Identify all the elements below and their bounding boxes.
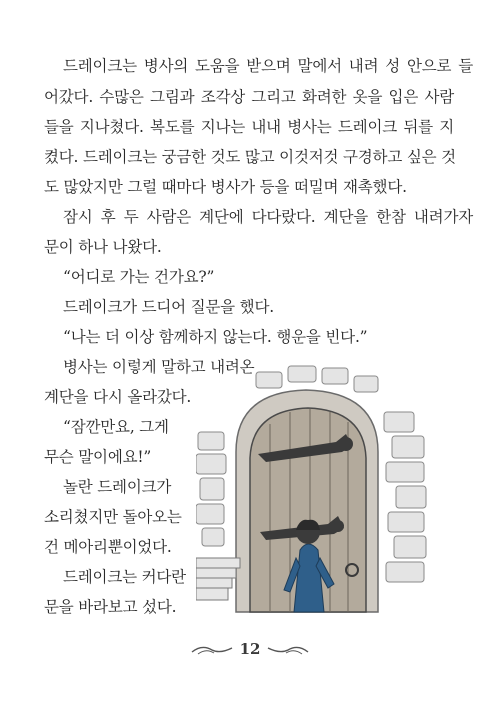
text-line: 무슨 말이에요!” [44,448,152,466]
text-line: 건 메아리뿐이었다. [44,538,172,556]
text-line: 병사는 이렇게 말하고 내려온 [63,358,255,376]
text-line: 들을 지나쳤다. 복도를 지나는 내내 병사는 드레이크 뒤를 지 [44,118,454,136]
page-footer [0,634,500,664]
door-illustration [196,362,428,624]
page-number: 12 [239,640,261,658]
text-line: 드레이크는 커다란 [63,568,186,586]
text-line: 계단을 다시 올라갔다. [44,388,192,406]
stairs [196,558,240,600]
text-line: 소리쳤지만 돌아오는 [44,508,182,526]
text-line: “잠깐만요, 그게 [63,418,169,436]
text-line: 놀란 드레이크가 [63,478,172,496]
text-line: 켰다. 드레이크는 궁금한 것도 많고 이것저것 구경하고 싶은 것 [44,148,456,166]
text-line: 도 많았지만 그럴 때마다 병사가 등을 떠밀며 재촉했다. [44,178,407,196]
text-line: 어갔다. 수많은 그림과 조각상 그리고 화려한 옷을 입은 사람 [44,88,454,106]
text-line: 드레이크는 병사의 도움을 받으며 말에서 내려 성 안으로 들 [63,57,473,75]
flourish-right-icon [266,642,310,656]
text-line: 드레이크가 드디어 질문을 했다. [63,298,274,316]
text-line: 잠시 후 두 사람은 계단에 다다랐다. 계단을 한참 내려가자 [63,208,473,226]
text-line: “어디로 가는 건가요?” [63,268,215,286]
text-line: 문이 하나 나왔다. [44,238,162,256]
text-line: 문을 바라보고 섰다. [44,598,177,616]
text-line: “나는 더 이상 함께하지 않는다. 행운을 빈다.” [63,328,368,346]
flourish-left-icon [190,642,234,656]
